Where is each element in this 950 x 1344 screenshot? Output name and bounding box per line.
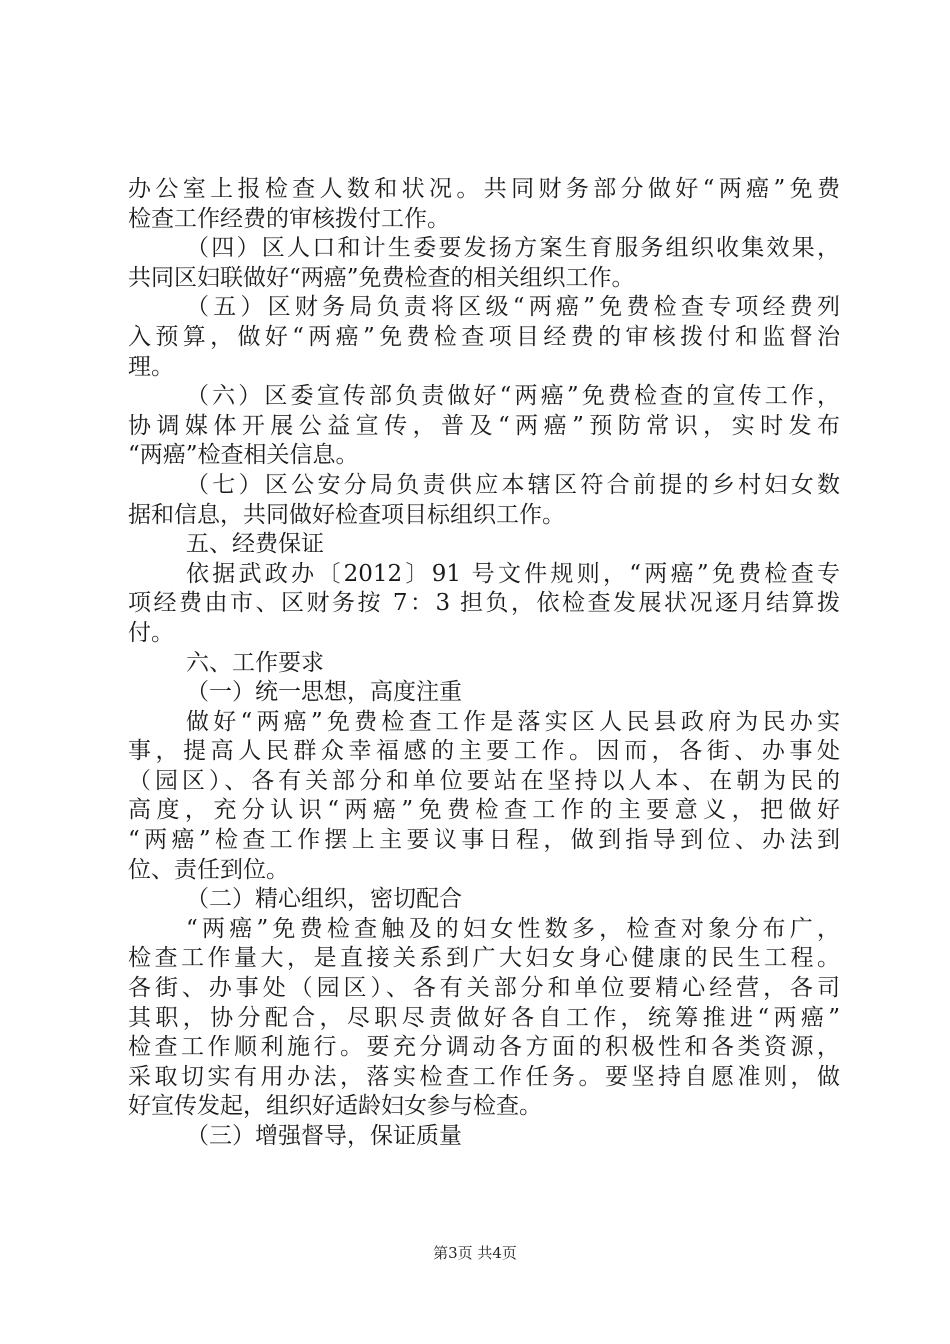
text-line: 六、工作要求 <box>186 649 324 676</box>
text-line: “两癌”检查相关信息。 <box>128 442 359 469</box>
document-body <box>128 175 840 1152</box>
text-line: 协调媒体开展公益宣传，普及“两癌”预防常识，实时发布 <box>128 412 840 439</box>
text-line: 依据武政办〔2012〕91 号文件规则，“两癌”免费检查专 <box>186 560 840 587</box>
text-line: 办公室上报检查人数和状况。共同财务部分做好“两癌”免费 <box>128 176 840 202</box>
text-line: 检查工作经费的审核拨付工作。 <box>128 205 450 232</box>
text-line: 做好“两癌”免费检查工作是落实区人民县政府为民办实 <box>186 708 840 735</box>
text-line: “两癌”检查工作摆上主要议事日程，做到指导到位、办法到 <box>128 827 840 854</box>
text-line: （一）统一思想，高度注重 <box>186 679 462 706</box>
text-line: 理。 <box>128 353 174 380</box>
page-footer: 第3页 共4页 <box>433 1244 517 1262</box>
text-line: 好宣传发起，组织好适龄妇女参与检查。 <box>128 1093 542 1120</box>
text-line: 付。 <box>128 619 174 646</box>
text-line: （四）区人口和计生委要发扬方案生育服务组织收集效果， <box>186 235 840 262</box>
text-line: （三）增强督导，保证质量 <box>186 1123 462 1149</box>
text-line: 采取切实有用办法，落实检查工作任务。要坚持自愿准则，做 <box>128 1063 840 1090</box>
text-line: 检查工作顺利施行。要充分调动各方面的积极性和各类资源， <box>128 1034 840 1061</box>
text-line: （园区）、各有关部分和单位要站在坚持以人本、在朝为民的 <box>128 767 840 794</box>
text-line: 高度，充分认识“两癌”免费检查工作的主要意义，把做好 <box>128 797 840 824</box>
text-line: “两癌”免费检查触及的妇女性数多，检查对象分布广， <box>186 915 840 942</box>
text-line: （五）区财务局负责将区级“两癌”免费检查专项经费列 <box>186 294 840 321</box>
text-line: 据和信息，共同做好检查项目标组织工作。 <box>128 501 565 528</box>
text-line: 检查工作量大，是直接关系到广大妇女身心健康的民生工程。 <box>128 945 840 972</box>
text-line: 事，提高人民群众幸福感的主要工作。因而，各街、办事处 <box>128 738 840 765</box>
text-line: 其职，协分配合，尽职尽责做好各自工作，统筹推进“两癌” <box>128 1004 840 1031</box>
text-line: 各街、办事处（园区）、各有关部分和单位要精心经营，各司 <box>128 975 840 1002</box>
text-line: 项经费由市、区财务按 7：3 担负，依检查发展状况逐月结算拨 <box>128 590 840 617</box>
text-line: （六）区委宣传部负责做好“两癌”免费检查的宣传工作， <box>186 383 840 410</box>
text-line: 五、经费保证 <box>186 531 324 558</box>
text-line: （七）区公安分局负责供应本辖区符合前提的乡村妇女数 <box>186 471 840 498</box>
text-line: 入预算，做好“两癌”免费检查项目经费的审核拨付和监督治 <box>128 323 840 350</box>
text-line: 位、责任到位。 <box>128 856 289 883</box>
text-line: （二）精心组织，密切配合 <box>186 886 462 913</box>
text-line: 共同区妇联做好“两癌”免费检查的相关组织工作。 <box>128 264 635 291</box>
